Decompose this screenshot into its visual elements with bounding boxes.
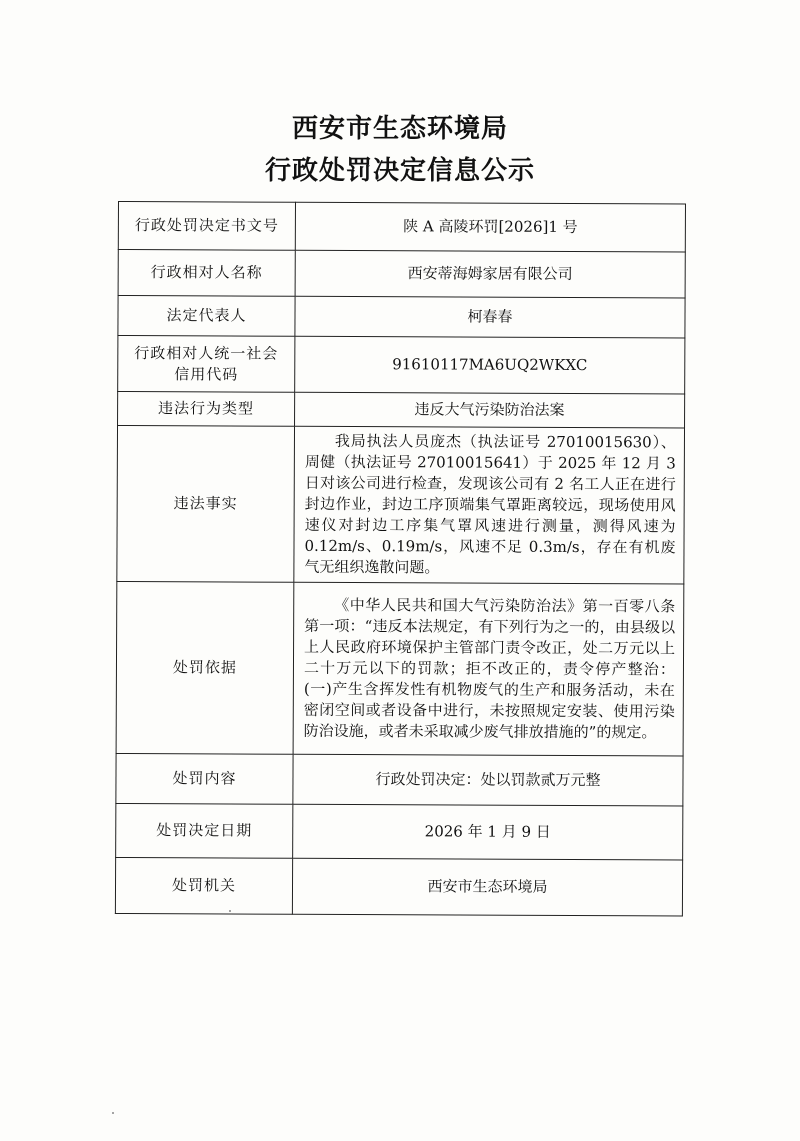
doc-no-value: 陕 A 高陵环罚[2026]1 号: [295, 202, 685, 252]
table-row-doc-no: [118, 202, 685, 252]
basis-cell: [293, 582, 684, 756]
table-row-basis: [116, 581, 684, 755]
content-value: 行政处罚决定：处以罚款贰万元整: [293, 754, 683, 806]
party-name-label: 行政相对人名称: [118, 250, 295, 297]
scan-speck: [112, 1112, 114, 1114]
content-label: 处罚内容: [116, 753, 293, 804]
legal-rep-value: 柯春春: [295, 296, 685, 338]
violation-type-value: 违反大气污染防治法案: [295, 392, 685, 428]
table-row-violation-type: [118, 392, 685, 428]
party-name-value: 西安蒂海姆家居有限公司: [295, 250, 685, 298]
date-label: 处罚决定日期: [116, 803, 293, 858]
authority-value: 西安市生态环境局: [292, 858, 682, 916]
credit-code-label: [118, 336, 295, 393]
document-subtitle: 行政处罚决定信息公示: [264, 156, 535, 186]
table-row-credit-code: [118, 336, 685, 394]
basis-value: 《中华人民共和国大气污染防治法》第一百零八条第一项：“违反本法规定，有下列行为之一的，由县级以上人民政府环境保护主管部门责令改正，处二万元以上二十万元以下的罚款；拒不改正的，责令停产整治：(一)产生含挥发性有机物废气的生产和服务活动，未在密闭空间或者设备中进行，未按照规定安装、使用污染防治设施，或者未采取减少废气排放措施的”的规定。: [303, 595, 676, 742]
violation-type-label: 违法行为类型: [118, 392, 295, 427]
facts-cell: [294, 426, 685, 584]
table-row-authority: [115, 857, 682, 915]
doc-no-label: 行政处罚决定书文号: [118, 202, 295, 251]
credit-code-value: 91610117MA6UQ2WKXC: [295, 336, 685, 394]
legal-rep-label: 法定代表人: [118, 296, 295, 337]
facts-label: 违法事实: [117, 426, 295, 583]
table-row-content: [116, 753, 683, 805]
scan-speck: [229, 910, 231, 912]
table-row-facts: [117, 426, 685, 584]
penalty-info-table: [115, 201, 686, 916]
table-row-date: [116, 803, 683, 859]
date-value: 2026 年 1 月 9 日: [293, 804, 683, 860]
table-row-party-name: [118, 250, 685, 298]
authority-label: 处罚机关: [115, 857, 292, 914]
credit-code-label-line1: 行政相对人统一社会: [134, 343, 279, 363]
basis-label: 处罚依据: [116, 581, 294, 754]
credit-code-label-line2: 信用代码: [174, 364, 239, 384]
table-row-legal-rep: [118, 296, 685, 338]
facts-value: 我局执法人员庞杰（执法证号 27010015630）、周健（执法证号 27010015641）于 2025 年 12 月 3 日对该公司进行检查，发现该公司有 2 名工人正在进行封边作业，封边工序顶端集气罩距离较远，现场使用风速仪对封边工序集气罩风速进行测量，测得风速为 0.12m/s、0.19m/s，风速不足 0.3m/s，存在有机废气无组织逸散问题。: [304, 431, 676, 577]
document-title: 西安市生态环境局: [291, 114, 508, 144]
